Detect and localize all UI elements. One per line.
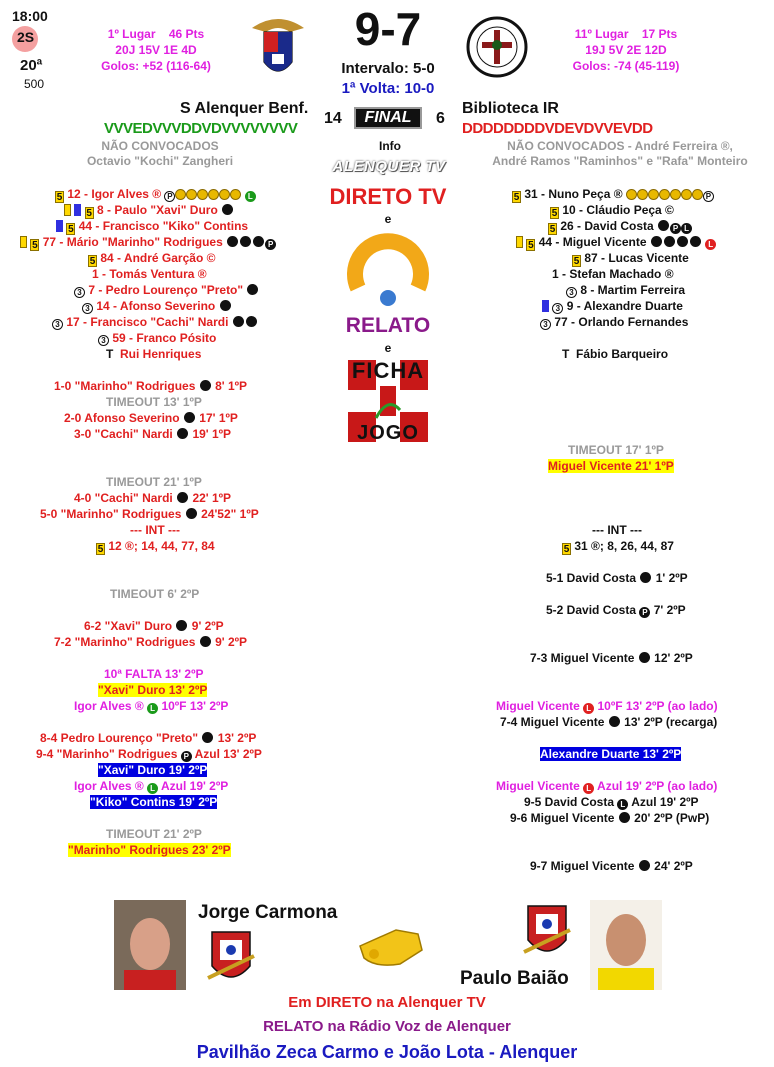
referee2-photo <box>590 900 662 990</box>
home-form: VVVEDVVVDDVDVVVVVVVV <box>104 120 298 137</box>
away-league-position: 6 <box>436 110 445 127</box>
home-event: 8-4 Pedro Lourenço "Preto" 13' 2ºP <box>40 731 257 745</box>
direto-tv-label[interactable]: DIRETO TV <box>329 184 447 209</box>
home-player-7[interactable]: 3 7 - Pedro Lourenço "Preto" <box>74 282 259 298</box>
home-player-1[interactable]: 1 - Tomás Ventura ® <box>92 267 207 281</box>
blue-card-icon <box>56 220 63 232</box>
home-event: 4-0 "Cachi" Nardi 22' 1ºP <box>74 491 232 505</box>
ficha-jogo-logo[interactable]: FICHA JOGO <box>336 356 440 446</box>
home-standing: 1º Lugar 46 Pts 20J 15V 1E 4D Golos: +52 (116-64) <box>101 27 211 73</box>
away-event: Miguel Vicente 21' 1ºP <box>548 459 674 473</box>
home-event: 9-4 "Marinho" Rodrigues P Azul 13' 2ºP <box>36 747 262 761</box>
away-event: Miguel Vicente L Azul 19' 2ºP (ao lado) <box>496 779 718 793</box>
federation-crest-icon <box>518 900 576 960</box>
final-score: 9-7 <box>354 3 422 55</box>
away-event: 7-3 Miguel Vicente 12' 2ºP <box>530 651 693 665</box>
penalty-goal-icon: P <box>265 239 276 250</box>
away-player-8[interactable]: 3 8 - Martim Ferreira <box>566 282 685 298</box>
away-player-44[interactable]: 5 44 - Miguel Vicente L <box>516 234 716 251</box>
yellow-flag-icon <box>20 236 27 248</box>
away-event: --- INT --- <box>592 523 642 537</box>
and-label-1: e <box>384 212 392 226</box>
away-form: DDDDDDDDVDEVDVVEVDD <box>462 120 653 137</box>
whistle-icon <box>356 924 426 968</box>
division-badge: 2S <box>12 26 38 52</box>
home-event: "Xavi" Duro 13' 2ºP <box>98 683 208 697</box>
home-player-12[interactable]: 5 12 - Igor Alves ® P L <box>55 186 256 203</box>
away-standing: 11º Lugar 17 Pts 19J 5V 2E 12D Golos: -74 (45-119) <box>572 27 680 73</box>
home-event: --- INT --- <box>130 523 180 537</box>
home-event: TIMEOUT 13' 1ºP <box>106 395 202 409</box>
away-player-1[interactable]: 1 - Stefan Machado ® <box>552 267 674 281</box>
home-event: TIMEOUT 6' 2ºP <box>110 587 200 601</box>
away-event: Alexandre Duarte 13' 2ºP <box>540 747 682 761</box>
home-event: 10ª FALTA 13' 2ºP <box>104 667 204 681</box>
home-event: Igor Alves ® L Azul 19' 2ºP <box>74 779 229 793</box>
home-player-44[interactable]: 5 44 - Francisco "Kiko" Contins <box>56 218 248 235</box>
relato-label[interactable]: RELATO <box>345 314 431 337</box>
final-badge: FINAL <box>354 107 422 129</box>
home-event: "Xavi" Duro 19' 2ºP <box>98 763 208 777</box>
away-event: Miguel Vicente L 10ºF 13' 2ºP (ao lado) <box>496 699 718 713</box>
home-event: "Kiko" Contins 19' 2ºP <box>90 795 218 809</box>
alenquer-tv-logo[interactable]: ALENQUER TV <box>332 158 446 175</box>
referee2-name: Paulo Baião <box>460 968 569 989</box>
coach-icon: T <box>562 347 570 361</box>
away-event: 9-6 Miguel Vicente 20' 2ºP (PwP) <box>510 811 710 825</box>
home-event: 2-0 Afonso Severino 17' 1ºP <box>64 411 238 425</box>
away-coach[interactable]: T Fábio Barqueiro <box>562 347 669 361</box>
home-player-17[interactable]: 3 17 - Francisco "Cachi" Nardi <box>52 314 258 330</box>
away-player-26[interactable]: 5 26 - David Costa P L <box>548 218 692 235</box>
referee1-name: Jorge Carmona <box>198 902 338 923</box>
home-coach[interactable]: T Rui Henriques <box>106 347 202 361</box>
away-player-87[interactable]: 5 87 - Lucas Vicente <box>573 251 689 267</box>
footer-radio-line: RELATO na Rádio Voz de Alenquer <box>263 1018 511 1035</box>
home-event: TIMEOUT 21' 2ºP <box>106 827 202 841</box>
home-event: 1-0 "Marinho" Rodrigues 8' 1ºP <box>54 379 248 393</box>
away-event: 5 31 ®; 8, 26, 44, 87 <box>563 539 674 555</box>
home-player-14[interactable]: 3 14 - Afonso Severino <box>82 298 232 314</box>
away-crest <box>466 16 528 78</box>
away-event: 7-4 Miguel Vicente 13' 2ºP (recarga) <box>500 715 718 729</box>
goal-icon <box>222 204 233 215</box>
green-card-icon: L <box>245 191 256 202</box>
away-event: TIMEOUT 17' 1ºP <box>568 443 664 457</box>
away-player-31[interactable]: 5 31 - Nuno Peça ® P <box>512 186 714 203</box>
coach-icon: T <box>106 347 114 361</box>
away-event: 5-1 David Costa 1' 2ºP <box>546 571 688 585</box>
home-player-8[interactable]: 5 8 - Paulo "Xavi" Duro <box>64 202 234 219</box>
home-event: "Marinho" Rodrigues 23' 2ºP <box>68 843 231 857</box>
radio-logo-icon[interactable] <box>346 226 430 312</box>
federation-crest-icon <box>202 926 260 986</box>
footer-venue-line: Pavilhão Zeca Carmo e João Lota - Alenquer <box>196 1042 578 1062</box>
home-team-name: S Alenquer Benf. <box>180 100 309 117</box>
penalty-icon: P <box>703 191 714 202</box>
away-event: 9-7 Miguel Vicente 24' 2ºP <box>530 859 693 873</box>
home-event: TIMEOUT 21' 1ºP <box>106 475 202 489</box>
home-player-59[interactable]: 3 59 - Franco Pósito <box>98 330 216 346</box>
away-player-10[interactable]: 5 10 - Cláudio Peça © <box>551 203 674 219</box>
away-team-name: Biblioteca IR <box>462 100 559 117</box>
away-player-77[interactable]: 3 77 - Orlando Fernandes <box>540 314 688 330</box>
home-event: 7-2 "Marinho" Rodrigues 9' 2ºP <box>54 635 248 649</box>
match-code: 500 <box>24 77 45 91</box>
home-crest <box>250 14 306 80</box>
home-not-called: NÃO CONVOCADOS Octavio "Kochi" Zangheri <box>86 139 234 168</box>
suspended-icon: 3 <box>74 287 85 298</box>
footer-tv-line: Em DIRETO na Alenquer TV <box>288 994 486 1011</box>
referee1-photo <box>114 900 186 990</box>
yellow-flag-icon <box>64 204 71 216</box>
home-player-77[interactable]: 5 77 - Mário "Marinho" Rodrigues P <box>20 234 276 251</box>
home-league-position: 14 <box>324 110 342 127</box>
away-event: 9-5 David Costa L Azul 19' 2ºP <box>524 795 699 809</box>
info-link[interactable]: Info <box>379 139 401 153</box>
halftime-score: Intervalo: 5-0 <box>341 60 435 77</box>
blue-card-icon <box>74 204 81 216</box>
home-event: 6-2 "Xavi" Duro 9' 2ºP <box>84 619 224 633</box>
home-event: 5 12 ®; 14, 44, 77, 84 <box>97 539 215 555</box>
home-event: 5-0 "Marinho" Rodrigues 24'52" 1ºP <box>40 507 259 521</box>
red-foul-icon: L <box>705 239 716 250</box>
away-not-called: NÃO CONVOCADOS - André Ferreira ®, André Ramos "Raminhos" e "Rafa" Monteiro <box>492 139 748 168</box>
first-leg-score: 1ª Volta: 10-0 <box>341 80 435 97</box>
away-event: 5-2 David Costa P 7' 2ºP <box>546 603 686 617</box>
match-time: 18:00 <box>12 8 48 24</box>
home-player-84[interactable]: 5 84 - André Garção © <box>89 251 216 267</box>
round-label: 20ª <box>20 57 43 74</box>
away-player-9[interactable]: 3 9 - Alexandre Duarte <box>542 298 683 314</box>
home-event: 3-0 "Cachi" Nardi 19' 1ºP <box>74 427 232 441</box>
and-label-2: e <box>384 341 392 355</box>
yellow-card-icon: 5 <box>56 192 63 203</box>
home-event: Igor Alves ® L 10ºF 13' 2ºP <box>74 699 229 713</box>
penalty-icon: P <box>164 191 175 202</box>
